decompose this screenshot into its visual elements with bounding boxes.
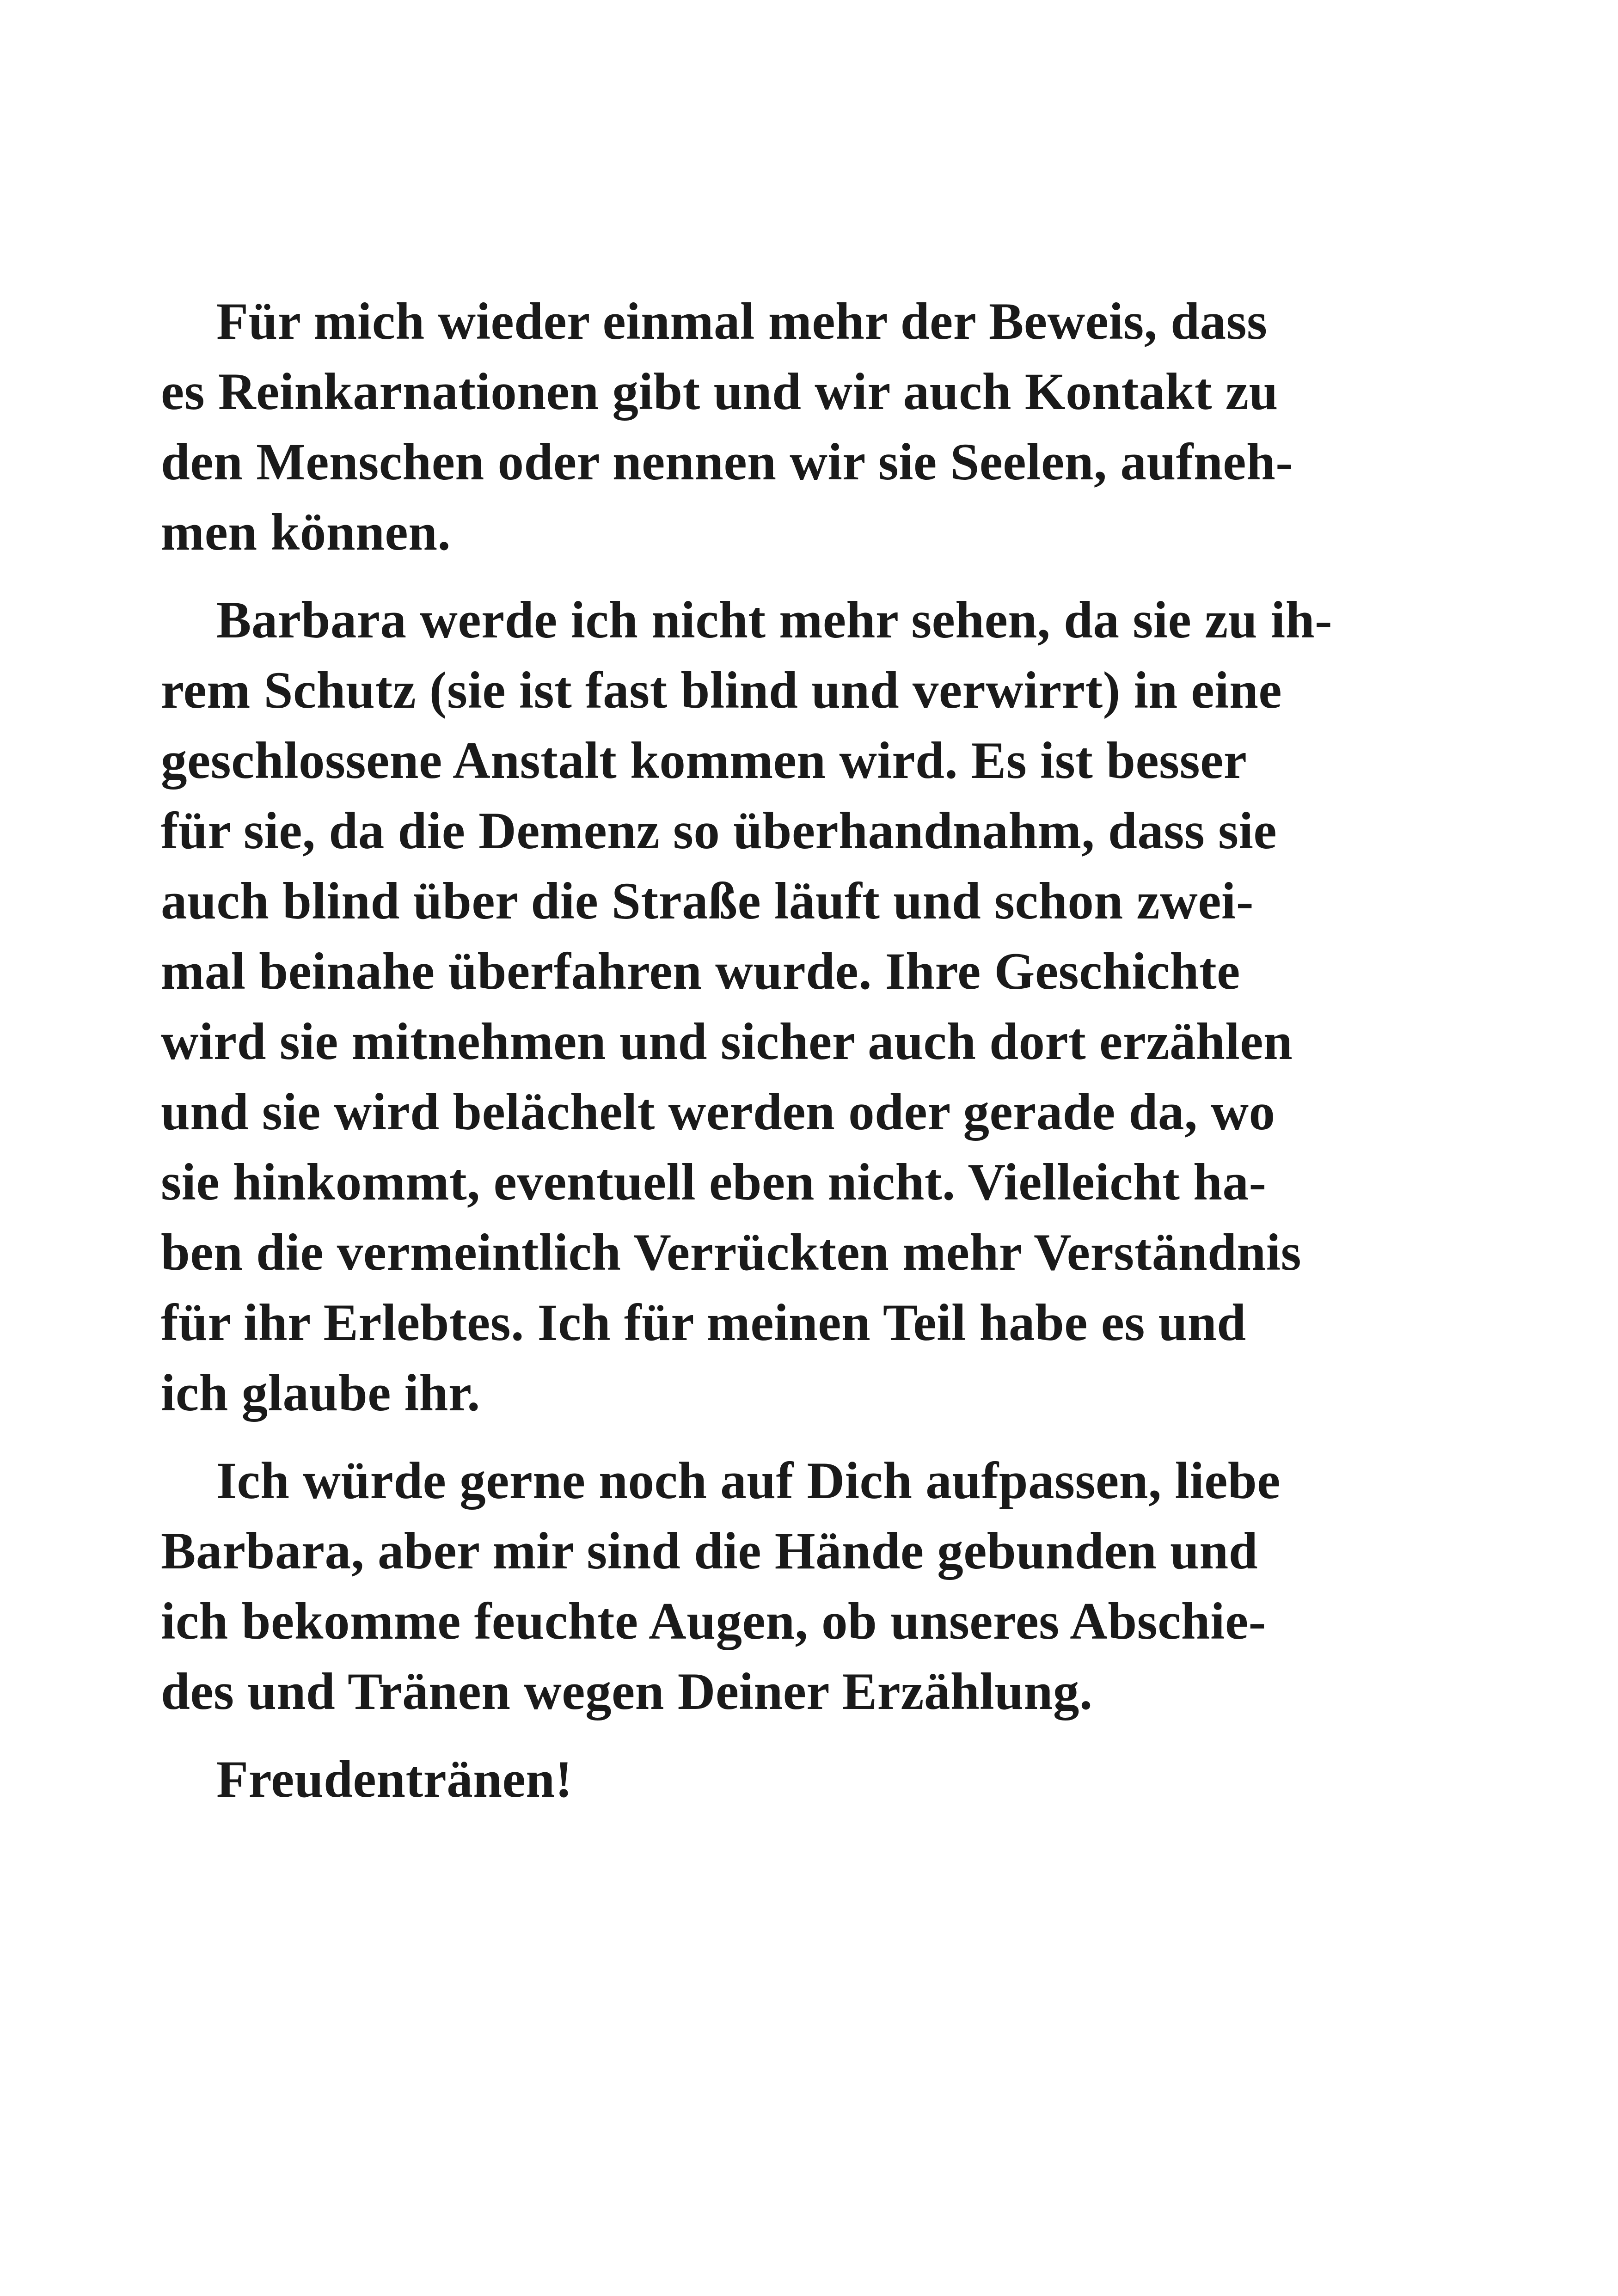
text-line: und sie wird belächelt werden oder gerade da, wo [161, 1083, 1275, 1141]
text-line: des und Tränen wegen Deiner Erzählung. [161, 1663, 1093, 1720]
text-line: den Menschen oder nennen wir sie Seelen, aufneh- [161, 433, 1293, 491]
paragraph-4 [161, 1745, 1455, 1815]
text-line: für sie, da die Demenz so überhandnahm, dass sie [161, 802, 1277, 860]
text-line: men können. [161, 503, 451, 561]
text-line: geschlossene Anstalt kommen wird. Es ist besser [161, 732, 1247, 790]
text-line: Freudentränen! [216, 1751, 573, 1808]
text-line: mal beinahe überfahren wurde. Ihre Geschichte [161, 943, 1240, 1000]
paragraph-3 [161, 1446, 1455, 1727]
body-text [161, 287, 1455, 1832]
text-line: ich bekomme feuchte Augen, ob unseres Abschie- [161, 1592, 1266, 1650]
text-line: ich glaube ihr. [161, 1364, 480, 1422]
text-line: auch blind über die Straße läuft und schon zwei- [161, 872, 1254, 930]
text-line: wird sie mitnehmen und sicher auch dort erzählen [161, 1013, 1293, 1071]
paragraph-1 [161, 287, 1455, 568]
text-line: sie hinkommt, eventuell eben nicht. Vielleicht ha- [161, 1153, 1267, 1211]
text-line: rem Schutz (sie ist fast blind und verwirrt) in eine [161, 661, 1282, 719]
text-line: Barbara werde ich nicht mehr sehen, da sie zu ih- [216, 591, 1333, 649]
text-line: Ich würde gerne noch auf Dich aufpassen, liebe [216, 1452, 1281, 1510]
text-line: Barbara, aber mir sind die Hände gebunden und [161, 1522, 1258, 1580]
text-line: für ihr Erlebtes. Ich für meinen Teil habe es und [161, 1294, 1246, 1352]
text-line: es Reinkarnationen gibt und wir auch Kontakt zu [161, 363, 1278, 421]
text-line: ben die vermeintlich Verrückten mehr Verständnis [161, 1224, 1302, 1281]
paragraph-2 [161, 585, 1455, 1428]
text-line: Für mich wieder einmal mehr der Beweis, dass [216, 293, 1268, 350]
